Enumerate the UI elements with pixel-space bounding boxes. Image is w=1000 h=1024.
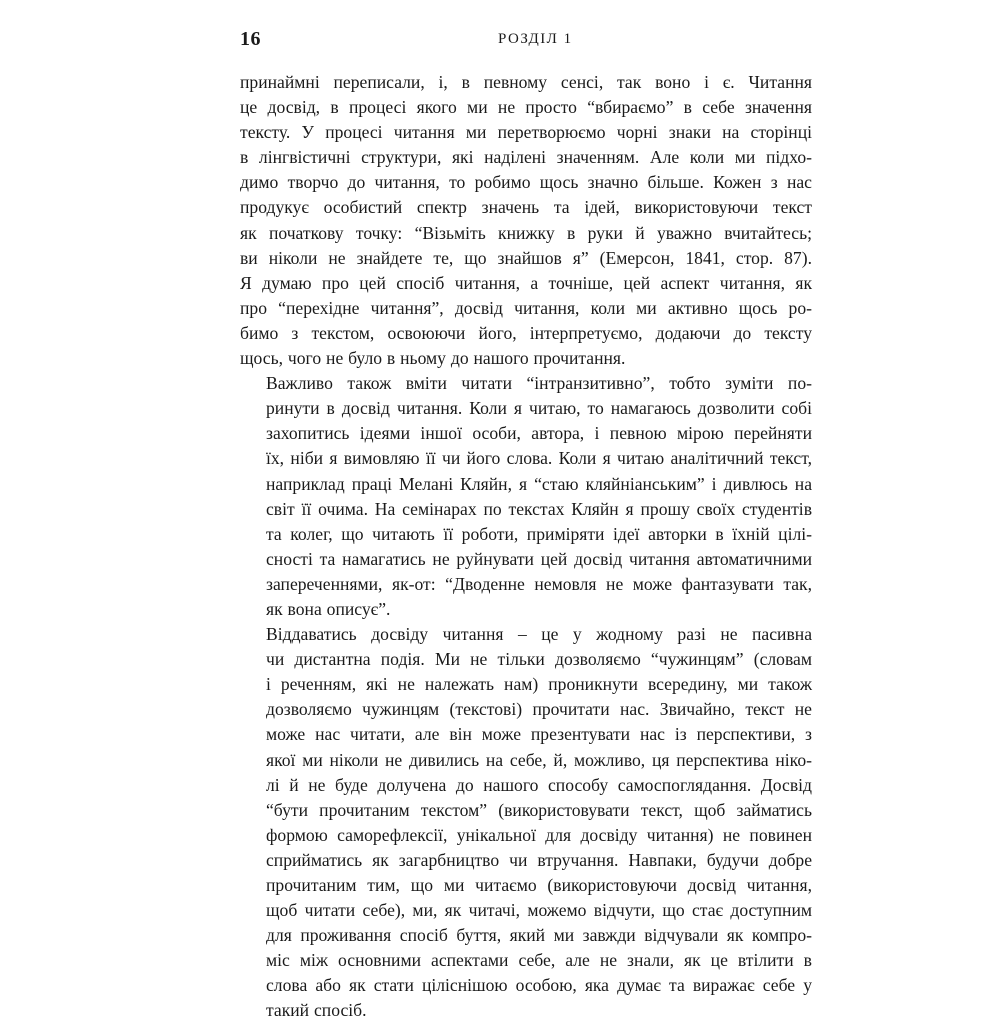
text-line: димо творчо до читання, то робимо щось значно більше. Кожен з нас (240, 172, 812, 193)
text-line: слова або як стати ціліснішою особою, яка думає та виражає себе у (266, 975, 812, 996)
text-line: як вона описує”. (266, 598, 391, 619)
text-line: ви ніколи не знайдете те, що знайшов я” (Емерсон, 1841, стор. 87). (240, 247, 812, 268)
text-line: наприклад праці Мелані Кляйн, я “стаю кляйніанським” і дивлюсь на (266, 473, 812, 494)
paragraph (240, 371, 812, 622)
paragraph (240, 622, 812, 1024)
text-line: про “перехідне читання”, досвід читання, коли ми активно щось ро- (240, 297, 812, 318)
paragraph (240, 70, 812, 371)
text-line: лі й не буде долучена до нашого способу самоспоглядання. Досвід (266, 774, 812, 795)
text-line: сприйматись як загарбництво чи втручання. Навпаки, будучи добре (266, 849, 812, 870)
text-line: дозволяємо чужинцям (текстові) прочитати нас. Звичайно, текст не (266, 699, 812, 720)
text-line: Важливо також вміти читати “інтранзитивно”, тобто зуміти по- (266, 373, 812, 394)
text-line: може нас читати, але він може презентувати нас із перспективи, з (266, 724, 812, 745)
text-line: принаймні переписали, і, в певному сенсі, так воно і є. Читання (240, 72, 812, 92)
text-line: світ її очима. На семінарах по текстах Кляйн я прошу своїх студентів (266, 498, 812, 519)
text-line: запереченнями, як-от: “Дводенне немовля не може фантазувати так, (266, 573, 812, 594)
text-line: продукує особистий спектр значень та ідей, використовуючи текст (240, 197, 812, 218)
text-line: щоб читати себе), ми, як читачі, можемо відчути, що стає доступним (266, 900, 812, 921)
text-line: ринути в досвід читання. Коли я читаю, то намагаюсь дозволити собі (266, 398, 812, 419)
body-text (240, 70, 812, 1024)
text-line: прочитаним тим, що ми читаємо (використовуючи досвід читання, (266, 875, 812, 895)
text-line: якої ми ніколи не дивились на себе, й, можливо, ця перспектива ніко- (266, 749, 812, 770)
text-line: тексту. У процесі читання ми перетворюємо чорні знаки на сторінці (240, 122, 812, 143)
text-line: це досвід, в процесі якого ми не просто “вбираємо” в себе значення (240, 97, 812, 118)
text-line: в лінгвістичні структури, які наділені значенням. Але коли ми підхо- (240, 147, 812, 168)
text-line: формою саморефлексії, унікальної для досвіду читання) не повинен (266, 824, 812, 845)
text-line: щось, чого не було в ньому до нашого прочитання. (240, 348, 626, 369)
book-page (240, 28, 812, 1021)
text-line: захопитись ідеями іншої особи, автора, і певною мірою перейняти (266, 423, 812, 444)
text-line: для проживання спосіб буття, який ми завжди відчували як компро- (266, 925, 812, 946)
text-line: сності та намагатись не руйнувати цей досвід читання автоматичними (266, 548, 812, 569)
text-line: їх, ніби я вимовляю її чи його слова. Коли я читаю аналітичний текст, (266, 448, 812, 469)
page-number: 16 (240, 28, 261, 50)
text-line: міс між основними аспектами себе, але не знали, як це втілити в (266, 950, 812, 971)
running-head (240, 28, 812, 60)
text-line: та колег, що читають її роботи, приміряти ідеї авторки в їхній цілі- (266, 523, 812, 544)
text-line: такий спосіб. (266, 1000, 367, 1021)
text-line: “бути прочитаним текстом” (використовувати текст, щоб займатись (266, 799, 812, 820)
text-line: Віддаватись досвіду читання – це у жодному разі не пасивна (266, 624, 812, 645)
text-line: Я думаю про цей спосіб читання, а точніше, цей аспект читання, як (240, 272, 812, 293)
text-line: чи дистантна подія. Ми не тільки дозволяємо “чужинцям” (словам (266, 649, 812, 670)
text-line: бимо з текстом, освоюючи його, інтерпретуємо, додаючи до тексту (240, 322, 812, 343)
text-line: і реченням, які не належать нам) проникнути всередину, ми також (266, 674, 812, 695)
chapter-title: РОЗДІЛ 1 (498, 31, 573, 47)
text-line: як початкову точку: “Візьміть книжку в руки й уважно вчитайтесь; (240, 222, 812, 243)
